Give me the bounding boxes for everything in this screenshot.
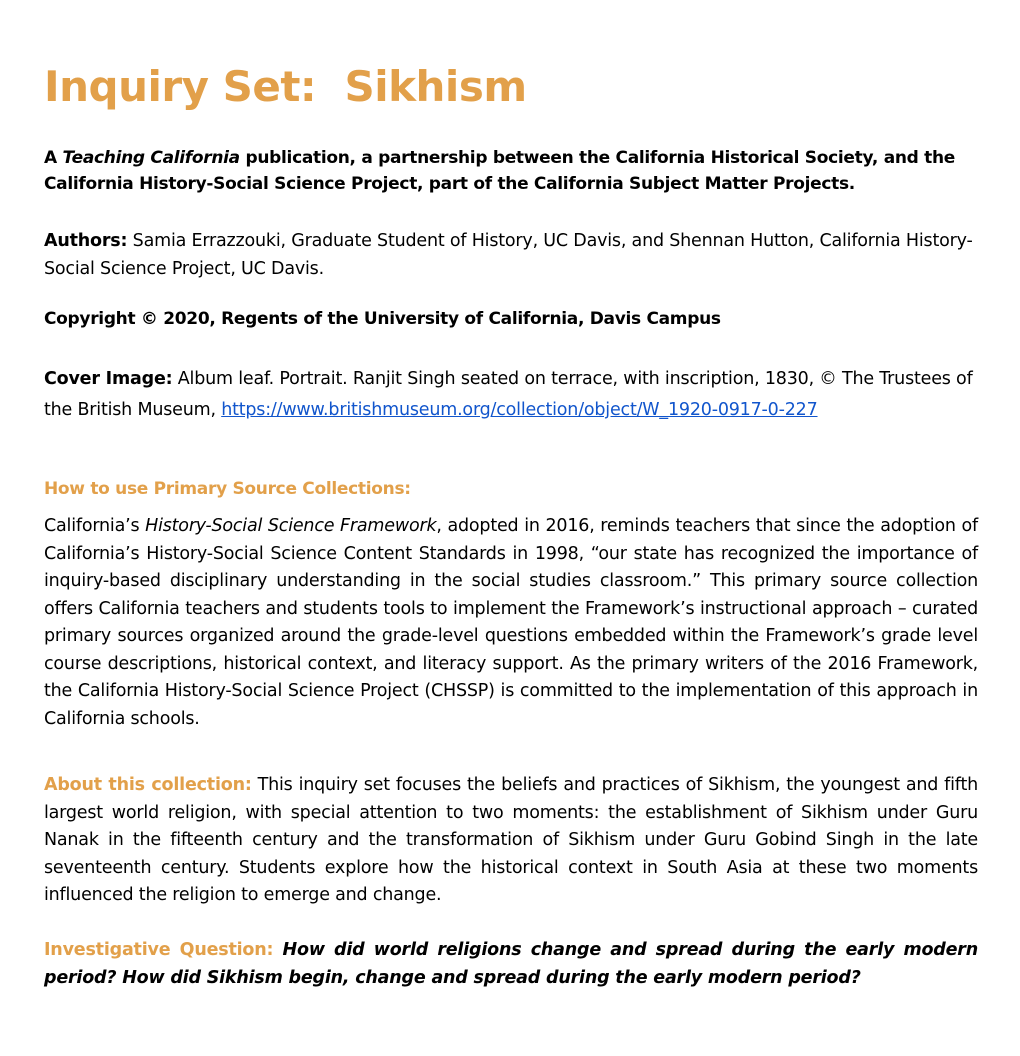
cover-image-credit	[44, 364, 978, 426]
publication-rest: publication, a partnership between the California Historical Society, and the California History-Social Science Project, part of the California Subject Matter Projects.	[44, 148, 956, 194]
series-name: Teaching California	[62, 148, 240, 168]
investigative-question-text: How did world religions change and spread during the early modern period? How did Sikhism begin, change and spread during the early modern period?	[44, 940, 978, 988]
cover-image-text: Album leaf. Portrait. Ranjit Singh seated on terrace, with inscription, 1830, © The Trustees of the British Museum,	[44, 369, 973, 420]
framework-title: History-Social Science Framework	[145, 516, 437, 536]
page-title: Inquiry Set: Sikhism	[44, 62, 527, 111]
authors-text: Samia Errazzouki, Graduate Student of History, UC Davis, and Shennan Hutton, California History-Social Science Project, UC Davis.	[44, 231, 973, 279]
investigative-question-paragraph	[44, 936, 978, 992]
publication-prefix: A	[44, 148, 63, 168]
copyright-notice: Copyright © 2020, Regents of the University of California, Davis Campus	[44, 309, 721, 329]
authors-paragraph	[44, 227, 978, 283]
about-collection-label: About this collection:	[44, 775, 252, 795]
british-museum-link[interactable]: https://www.britishmuseum.org/collection/object/W_1920-0917-0-227	[221, 400, 818, 420]
about-collection-text: This inquiry set focuses the beliefs and practices of Sikhism, the youngest and fifth largest world religion, with special attention to two moments: the establishment of Sikhism under Guru Nanak in the fifteenth century and the transformation of Sikhism under Guru Gobind Singh in the late seventeenth century. Students explore how the historical context in South Asia at these two moments influenced the religion to emerge and change.	[44, 775, 978, 905]
how-to-use-heading: How to use Primary Source Collections:	[44, 479, 411, 499]
how-to-use-text: , adopted in 2016, reminds teachers that since the adoption of California’s History-Social Science Content Standards in 1998, “our state has recognized the importance of inquiry-based disciplinary understanding in the social studies classroom.” This primary source collection offers California teachers and students tools to implement the Framework’s instructional approach – curated primary sources organized around the grade-level questions embedded within the Framework’s grade level course descriptions, historical context, and literacy support. As the primary writers of the 2016 Framework, the California History-Social Science Project (CHSSP) is committed to the implementation of this approach in California schools.	[44, 516, 978, 729]
investigative-question-label: Investigative Question:	[44, 940, 274, 960]
how-to-use-body	[44, 513, 978, 733]
publication-statement	[44, 145, 978, 197]
how-to-use-prefix: California’s	[44, 516, 146, 536]
authors-label: Authors:	[44, 231, 128, 251]
cover-image-label: Cover Image:	[44, 369, 173, 389]
about-collection-paragraph	[44, 772, 978, 910]
